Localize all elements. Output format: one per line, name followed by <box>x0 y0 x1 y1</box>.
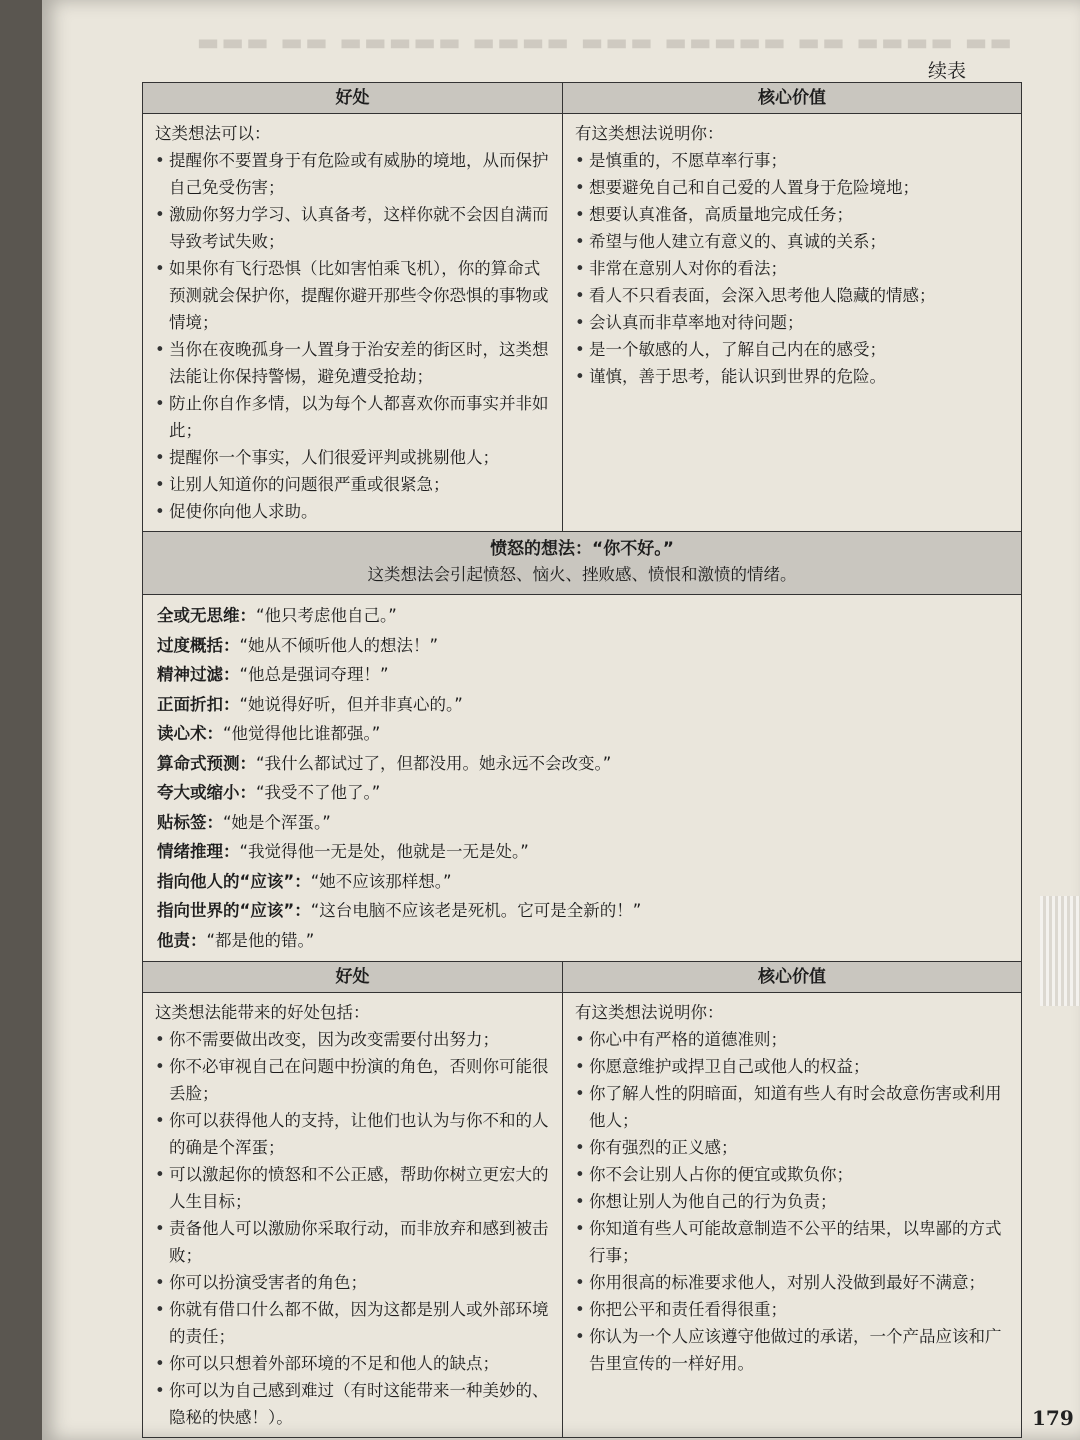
list-item: • 想要避免自己和自己爱的人置身于危险境地； <box>575 174 1011 201</box>
section2-values-list <box>575 1026 1011 1377</box>
distortion-label: 过度概括： <box>157 635 240 655</box>
list-item: • 激励你努力学习、认真备考，这样你就不会因自满而导致考试失败； <box>155 201 552 255</box>
section2-benefits-list <box>155 1026 552 1431</box>
distortion-example: “她说得好听，但并非真心的。” <box>239 694 463 714</box>
section2-values-column <box>563 962 1021 1437</box>
distortion-example: “我受不了他了。” <box>256 783 381 802</box>
list-item: • 你不会让别人占你的便宜或欺负你； <box>575 1161 1011 1188</box>
list-item: • 你想让别人为他自己的行为负责； <box>575 1188 1011 1215</box>
list-item: • 你有强烈的正义感； <box>575 1134 1011 1161</box>
list-item: • 你认为一个人应该遵守他做过的承诺，一个产品应该和广告里宣传的一样好用。 <box>575 1323 1011 1377</box>
distortion-item <box>157 631 1007 661</box>
list-item: • 希望与他人建立有意义的、真诚的关系； <box>575 228 1011 255</box>
list-item: • 你可以扮演受害者的角色； <box>155 1269 552 1296</box>
distortion-item <box>157 719 1007 749</box>
section2-benefits-header: 好处 <box>143 962 562 993</box>
distortion-example: “她是个浑蛋。” <box>223 812 331 832</box>
section1-benefits-intro: 这类想法可以： <box>155 124 271 143</box>
distortion-item <box>157 660 1007 690</box>
distortion-item <box>157 690 1007 720</box>
section1-benefits-list <box>155 147 552 525</box>
distortion-label: 算命式预测： <box>157 753 256 773</box>
list-item: • 看人不只看表面，会深入思考他人隐藏的情感； <box>575 282 1011 309</box>
list-item: • 促使你向他人求助。 <box>155 498 552 525</box>
section2-values-header: 核心价值 <box>563 962 1021 993</box>
list-item: • 非常在意别人对你的看法； <box>575 255 1011 282</box>
distortion-label: 正面折扣： <box>157 694 240 714</box>
distortion-example: “我觉得他一无是处，他就是一无是处。” <box>239 842 529 861</box>
main-table <box>142 82 1022 1438</box>
list-item: • 是一个敏感的人，了解自己内在的感受； <box>575 336 1011 363</box>
list-item: • 让别人知道你的问题很严重或很紧急； <box>155 471 552 498</box>
list-item: • 当你在夜晚孤身一人置身于治安差的街区时，这类想法能让你保持警惕，避免遭受抢劫； <box>155 336 552 390</box>
list-item: • 你可以为自己感到难过（有时这能带来一种美妙的、隐秘的快感！）。 <box>155 1377 552 1431</box>
distortion-label: 他责： <box>157 930 207 950</box>
section1-values-column <box>563 83 1021 531</box>
page-number: 179 <box>1032 1406 1074 1430</box>
list-item: • 你可以获得他人的支持，让他们也认为与你不和的人的确是个浑蛋； <box>155 1107 552 1161</box>
distortion-item <box>157 808 1007 838</box>
distortion-example: “他只考虑他自己。” <box>256 606 397 625</box>
anger-section-description: 这类想法会引起愤怒、恼火、挫败感、愤恨和激愤的情绪。 <box>367 565 797 584</box>
distortion-item <box>157 778 1007 808</box>
section1-values-list <box>575 147 1011 390</box>
distortion-label: 全或无思维： <box>157 606 256 625</box>
list-item: • 可以激起你的愤怒和不公正感，帮助你树立更宏大的人生目标； <box>155 1161 552 1215</box>
list-item: • 谨慎，善于思考，能认识到世界的危险。 <box>575 363 1011 390</box>
distortion-example: “我什么都试过了，但都没用。她永远不会改变。” <box>256 753 612 773</box>
list-item: • 你不必审视自己在问题中扮演的角色，否则你可能很丢脸； <box>155 1053 552 1107</box>
list-item: • 你知道有些人可能故意制造不公平的结果，以卑鄙的方式行事； <box>575 1215 1011 1269</box>
distortion-item <box>157 837 1007 867</box>
distortion-label: 情绪推理： <box>157 842 240 861</box>
glare-reflection <box>1040 896 1080 1006</box>
distortion-label: 夸大或缩小： <box>157 783 256 802</box>
list-item: • 会认真而非草率地对待问题； <box>575 309 1011 336</box>
section2-benefits-column <box>143 962 563 1437</box>
anger-section-title: 愤怒的想法：“你不好。” <box>490 539 674 559</box>
section2-benefits-intro: 这类想法能带来的好处包括： <box>155 1003 370 1022</box>
section1-values-header: 核心价值 <box>563 83 1021 114</box>
distortion-example: “都是他的错。” <box>206 930 315 950</box>
list-item: • 你用很高的标准要求他人，对别人没做到最好不满意； <box>575 1269 1011 1296</box>
continued-label: 续表 <box>928 60 967 82</box>
section2-values-intro: 有这类想法说明你： <box>575 1003 724 1022</box>
section1-benefits-cell <box>143 114 562 531</box>
list-item: • 你了解人性的阴暗面，知道有些人有时会故意伤害或利用他人； <box>575 1080 1011 1134</box>
list-item: • 防止你自作多情，以为每个人都喜欢你而事实并非如此； <box>155 390 552 444</box>
list-item: • 你心中有严格的道德准则； <box>575 1026 1011 1053</box>
distortion-example: “他觉得他比谁都强。” <box>223 724 381 743</box>
bleed-through-text: ▬▬ ▬▬▬▬ ▬▬ ▬▬▬▬▬ ▬▬▬ ▬▬▬▬ ▬▬▬▬▬ ▬▬ ▬▬▬ <box>194 28 1012 56</box>
list-item: • 责备他人可以激励你采取行动，而非放弃和感到被击败； <box>155 1215 552 1269</box>
list-item: • 想要认真准备，高质量地完成任务； <box>575 201 1011 228</box>
section2-values-cell <box>563 993 1021 1383</box>
section2-row <box>143 962 1021 1437</box>
section1-values-intro: 有这类想法说明你： <box>575 124 724 143</box>
list-item: • 你不需要做出改变，因为改变需要付出努力； <box>155 1026 552 1053</box>
distortion-label: 读心术： <box>157 724 223 743</box>
section1-benefits-header: 好处 <box>143 83 562 114</box>
list-item: • 提醒你不要置身于有危险或有威胁的境地，从而保护自己免受伤害； <box>155 147 552 201</box>
section2-benefits-cell <box>143 993 562 1437</box>
list-item: • 你就有借口什么都不做，因为这都是别人或外部环境的责任； <box>155 1296 552 1350</box>
distortion-label: 指向世界的“应该”： <box>157 901 311 920</box>
distortion-label: 指向他人的“应该”： <box>157 871 311 891</box>
list-item: • 如果你有飞行恐惧（比如害怕乘飞机），你的算命式预测就会保护你，提醒你避开那些令你恐惧的事物或情境； <box>155 255 552 336</box>
list-item: • 你愿意维护或捍卫自己或他人的权益； <box>575 1053 1011 1080</box>
section1-row <box>143 83 1021 531</box>
section1-values-cell <box>563 114 1021 396</box>
distortion-example: “她不应该那样想。” <box>310 871 452 891</box>
distortions-list <box>143 595 1021 962</box>
list-item: • 是慎重的，不愿草率行事； <box>575 147 1011 174</box>
distortion-item <box>157 867 1007 897</box>
list-item: • 你可以只想着外部环境的不足和他人的缺点； <box>155 1350 552 1377</box>
book-page <box>42 0 1080 1440</box>
distortion-item <box>157 749 1007 779</box>
distortion-example: “他总是强词夺理！” <box>239 665 389 684</box>
distortion-example: “这台电脑不应该老是死机。它可是全新的！” <box>310 901 642 920</box>
list-item: • 提醒你一个事实，人们很爱评判或挑剔他人； <box>155 444 552 471</box>
distortion-item <box>157 896 1007 926</box>
distortion-item <box>157 601 1007 631</box>
section1-benefits-column <box>143 83 563 531</box>
distortion-item <box>157 926 1007 956</box>
distortion-example: “她从不倾听他人的想法！” <box>239 635 439 655</box>
distortion-label: 精神过滤： <box>157 665 240 684</box>
list-item: • 你把公平和责任看得很重； <box>575 1296 1011 1323</box>
distortion-label: 贴标签： <box>157 812 223 832</box>
anger-section-header <box>143 531 1021 595</box>
